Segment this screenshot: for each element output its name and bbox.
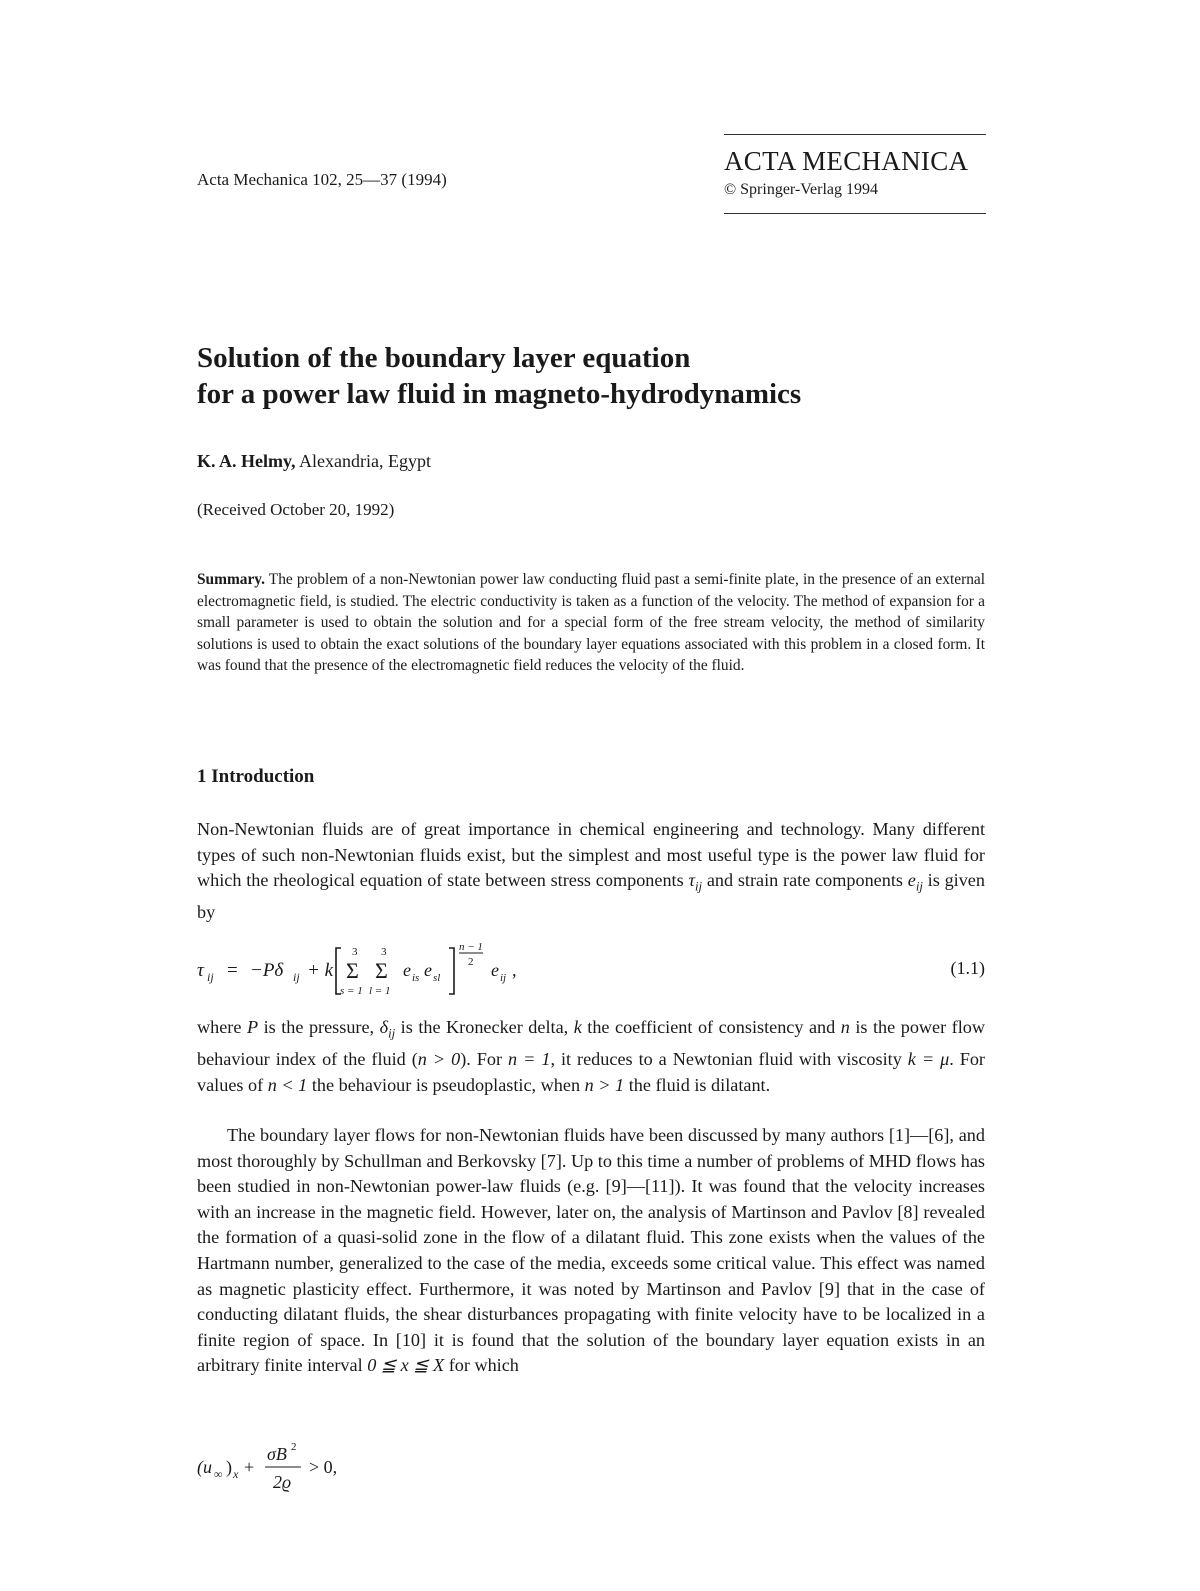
masthead-top-rule [724, 134, 986, 135]
eq2-denominator: 2ϱ [273, 1472, 292, 1492]
eq2-numerator-sup: 2 [291, 1441, 297, 1453]
eq1-e-ij: e [491, 960, 499, 980]
article-title [197, 340, 1017, 412]
eq1-sub-is: is [412, 972, 420, 984]
p2-text-h: . For values of [197, 1049, 985, 1095]
p2-text-j: the fluid is dilatant. [624, 1074, 771, 1095]
eq2-numerator: σB [267, 1444, 287, 1464]
eq1-sub-sl: sl [433, 972, 441, 984]
summary-text: The problem of a non-Newtonian power law conducting fluid past a semi-finite plate, in the presence of an external electromagnetic field, is studied. The electric conductivity is taken as a function of the velocity. The method of expansion for a small parameter is used to obtain the solution and for a special form of the free stream velocity, the method of similarity solutions is used to obtain the exact solutions of the boundary layer equations associated with this problem in a closed form. It was found that the presence of the electromagnetic field reduces the velocity of the fluid. [197, 571, 985, 675]
eq2-infinity: ∞ [214, 1467, 223, 1481]
inequality-equation [197, 1432, 497, 1502]
eq1-lhs-sub: ij [207, 970, 214, 984]
copyright-line: © Springer-Verlag 1994 [724, 181, 879, 198]
n-gt-0: n > 0 [417, 1049, 461, 1070]
p2-text-i: the behaviour is pseudoplastic, when [307, 1074, 585, 1095]
eq2-close-paren: ) [226, 1457, 232, 1477]
eq1-e-is: e [403, 960, 411, 980]
author-name: K. A. Helmy, [197, 451, 296, 471]
title-line-2: for a power law fluid in magneto-hydrodynamics [197, 378, 802, 410]
equation-1-1 [197, 942, 985, 1002]
journal-reference: Acta Mechanica 102, 25—37 (1994) [197, 170, 447, 189]
eq2-lhs: (u [197, 1457, 212, 1477]
intro-paragraph-1 [197, 817, 985, 926]
equation-number: (1.1) [950, 958, 985, 978]
intro-paragraph-2 [197, 1015, 985, 1098]
eq1-e-sl: e [424, 960, 432, 980]
p2-text-f: ). For [460, 1049, 509, 1070]
journal-masthead [724, 134, 986, 214]
received-date: (Received October 20, 1992) [197, 500, 395, 519]
eq1-sum-bot-2: l = 1 [369, 985, 391, 997]
eq1-lhs: τ [197, 960, 204, 981]
n-lt-1: n < 1 [267, 1074, 308, 1095]
eq1-exp-den: 2 [468, 956, 474, 968]
equation-1-1-formula [197, 942, 717, 1002]
summary-paragraph [197, 569, 985, 677]
strain-symbol: $e_{ij}$ [907, 870, 923, 894]
p2-text-d: the coefficient of consistency and [581, 1017, 841, 1037]
eq1-exp-num: n − 1 [459, 941, 483, 953]
eq1-equals: = [227, 960, 238, 981]
n-eq-1: n = 1 [508, 1049, 551, 1070]
interval-expression: 0 ≦ x ≦ X [367, 1355, 445, 1376]
eq1-sigma-2: Σ [375, 958, 388, 983]
p2-text-g: , it reduces to a Newtonian fluid with viscosity [550, 1049, 908, 1070]
section-heading: 1 Introduction [197, 766, 315, 787]
tau-symbol: $\tau_{ij}$ [688, 870, 703, 894]
masthead-bottom-rule [724, 213, 986, 214]
p1-text-b: and strain rate components [702, 870, 908, 891]
p2-text-e: is the power flow behaviour index of the fluid ( [197, 1017, 986, 1070]
n-gt-1: n > 1 [584, 1074, 625, 1095]
p3-text: The boundary layer flows for non-Newtonian fluids have been discussed by many authors [1]—[6], and most thoroughly by Schullman and Berkovsky [7]. Up to this time a number of problems of MHD flows has been studied in non-Newtonian power-law fluids (e.g. [9]—[11]). It was found that the velocity increases with an increase in the magnetic field. However, later on, the analysis of Martinson and Pavlov [8] revealed the formation of a quasi-solid zone in the flow of a dilatant fluid. This zone exists when the values of the Hartmann number, generalized to the case of the media, exceeds some critical value. This effect was named as magnetic plasticity effect. Furthermore, it was noted by Martinson and Pavlov [9] that in the case of conducting dilatant fluids, the shear disturbances propagating with finite velocity have to be localized in a finite region of space. In [10] it is found that the solution of the boundary layer equation exists in an arbitrary finite interval [197, 1125, 985, 1376]
n-symbol: n [840, 1017, 850, 1037]
title-line-1: Solution of the boundary layer equation [197, 342, 691, 374]
right-bracket-icon [449, 948, 454, 994]
journal-name: ACTA MECHANICA [724, 146, 969, 176]
intro-paragraph-3 [197, 1123, 985, 1379]
p2-text-c: is the Kronecker delta, [395, 1017, 574, 1037]
author-line [197, 451, 431, 472]
eq1-pressure-term: −Pδ [250, 960, 284, 981]
eq1-sum-top-2: 3 [381, 946, 387, 958]
summary-label: Summary. [197, 571, 265, 588]
p2-text-a: where [197, 1017, 247, 1037]
eq1-sum-bot-1: s = 1 [340, 985, 363, 997]
k-eq-mu: k = μ [907, 1049, 950, 1070]
pressure-symbol: P [246, 1017, 259, 1037]
kronecker-symbol: $\delta_{ij}$ [379, 1017, 396, 1041]
author-affiliation: Alexandria, Egypt [295, 451, 431, 471]
eq2-relation: > 0, [309, 1457, 338, 1477]
p1-text-a: Non-Newtonian fluids are of great importance in chemical engineering and technology. Many different types of such non-Newtonian fluids exist, but the simplest and most useful type is the power law fluid for which the rheological equation of state between stress components [197, 819, 985, 891]
eq1-delta-sub: ij [293, 970, 300, 984]
p3-tail: for which [444, 1355, 519, 1376]
eq1-sum-top-1: 3 [352, 946, 358, 958]
eq1-plus-k: + k [307, 960, 334, 981]
inequality-formula [197, 1432, 497, 1502]
p2-text-b: is the pressure, [258, 1017, 380, 1037]
eq2-plus: + [244, 1457, 255, 1477]
eq2-x-sub: x [233, 1467, 239, 1481]
eq1-sigma-1: Σ [346, 958, 359, 983]
eq1-e-ij-sub: ij [500, 972, 507, 984]
p1-text-c: is given by [197, 870, 985, 923]
eq1-comma: , [512, 960, 517, 980]
k-symbol: k [573, 1017, 582, 1037]
